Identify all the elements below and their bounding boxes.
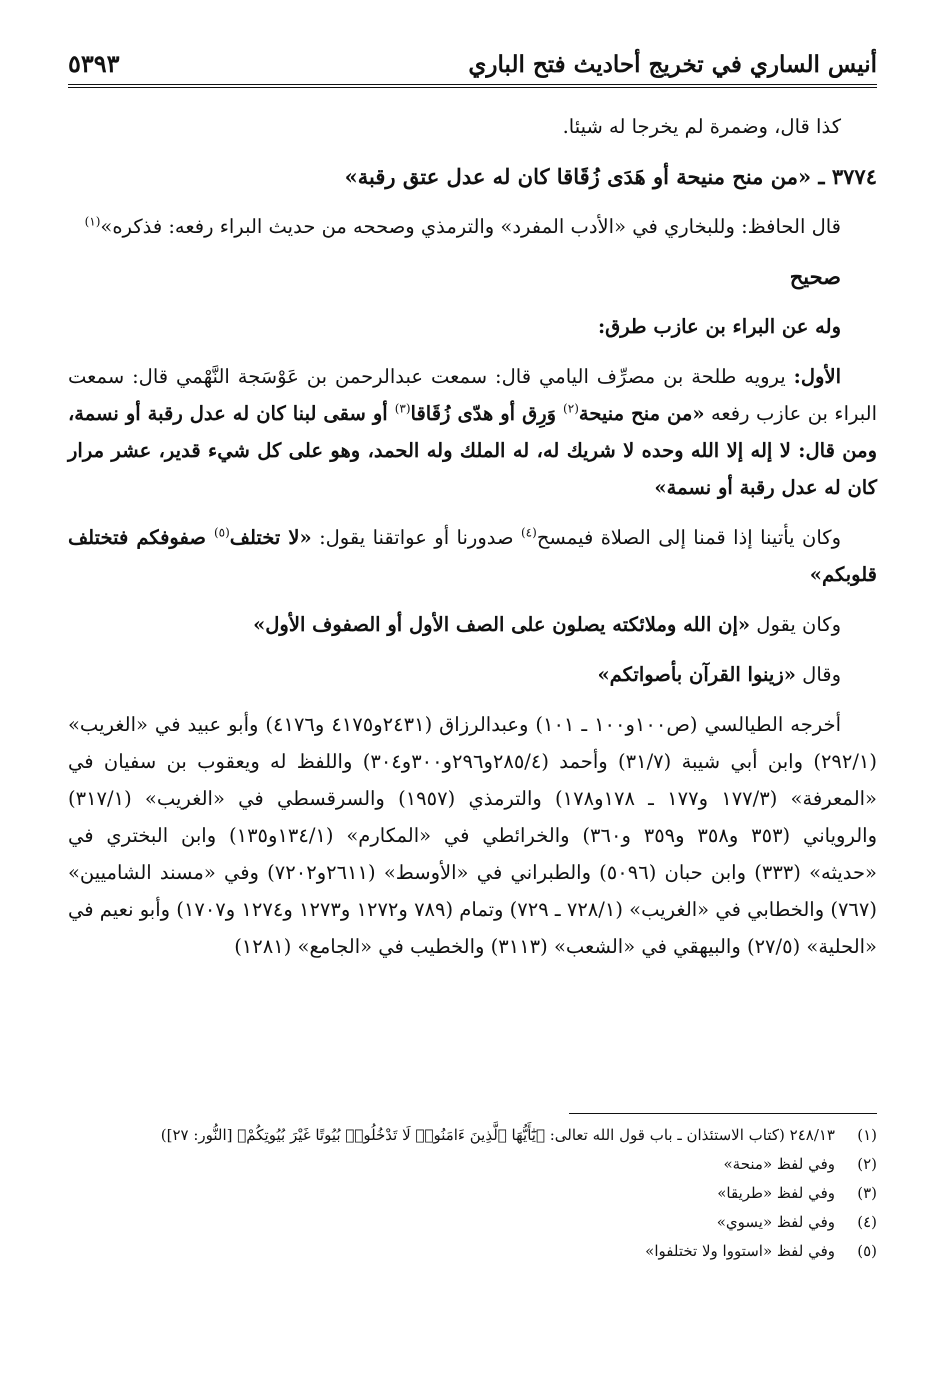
footnote-item <box>68 1122 877 1148</box>
page-number: ٥٣٩٣ <box>68 49 120 78</box>
rows-hadith-b: صفوفكم فتختلف قلوبكم» <box>68 526 877 586</box>
rows-text-b: صدورنا أو عواتقنا يقول: <box>311 526 521 549</box>
paragraph-hafiz <box>68 208 877 245</box>
paragraph-first-path <box>68 358 877 506</box>
running-header <box>68 40 877 88</box>
footnote-text: وفي لفظ «استووا ولا تختلفوا» <box>645 1242 835 1260</box>
footnote-separator <box>569 1113 877 1114</box>
first-text: يرويه طلحة بن مصرِّف اليامي قال: سمعت عبدالرحمن بن عَوْسَجة النَّهْمي قال: سمعت البراء بن عازب رفعه <box>68 365 877 425</box>
footnote-number: (٤) <box>857 1213 877 1231</box>
first-row-text: وكان يقول <box>750 613 841 636</box>
paths-intro: وله عن البراء بن عازب طرق: <box>597 315 841 338</box>
footnote-number: (٥) <box>857 1242 877 1260</box>
footnote-text: وفي لفظ «طريقا» <box>717 1184 835 1202</box>
first-hadith-a: «من منح منيحة <box>578 402 705 425</box>
first-row-hadith: «إن الله وملائكته يصلون على الصف الأول أو الصفوف الأول» <box>253 613 751 636</box>
footnote-number: (٣) <box>857 1184 877 1202</box>
rows-hadith-a: «لا تختلف <box>229 526 312 549</box>
footnotes <box>68 1122 877 1267</box>
footnote-item <box>68 1180 877 1206</box>
footnote-ref-5: (٥) <box>213 525 230 540</box>
footnote-text: وفي لفظ «يسوي» <box>716 1213 835 1231</box>
footnote-item <box>68 1238 877 1264</box>
paragraph-takhrij: أخرجه الطيالسي (ص١٠٠و١٠٠ ـ ١٠١) وعبدالرزاق (٢٤٣١و٤١٧٥ و٤١٧٦) وأبو عبيد في «الغريب» (٢٩٢/١) وابن أبي شيبة (٣١/٧) وأحمد (٢٨٥/٤و٢٩٦و٣٠٠و٣٠٤) واللفظ له ويعقوب بن سفيان في «المعرفة» (١٧٧/٣ و١٧٧ ـ ١٧٨و١٧٨) والترمذي (١٩٥٧) والسرقسطي في «الغريب» (٣١٧/١) والروياني (٣٥٣ و٣٥٨ و٣٥٩ و٣٦٠) والخرائطي في «المكارم» (١٣٤/١و١٣٥) وابن البختري في «حديثه» (٣٣٣) وابن حبان (٥٠٩٦) والطبراني في «الأوسط» (٢٦١١و٧٢٠٢) وفي «مسند الشاميين» (٧٦٧) والخطابي في «الغريب» (٧٢٨/١ ـ ٧٢٩) وتمام (٧٨٩ و١٢٧٢ و١٢٧٣ و١٢٧٤ و١٧٠٧) وأبو نعيم في «الحلية» (٢٧/٥) والبيهقي في «الشعب» (٣١١٣) والخطيب في «الجامع» (١٢٨١) <box>68 713 878 958</box>
footnote-ref-4: (٤) <box>520 525 537 540</box>
ruling-sahih: صحيح <box>789 264 841 289</box>
rows-text-a: وكان يأتينا إذا قمنا إلى الصلاة فيمسح <box>536 526 842 549</box>
book-title: أنيس الساري في تخريج أحاديث فتح الباري <box>468 51 877 78</box>
footnote-item <box>68 1209 877 1235</box>
footnote-ref-3: (٣) <box>394 401 411 416</box>
quran-text: وقال <box>795 663 841 686</box>
paragraph-intro: كذا قال، وضمرة لم يخرجا له شيئا. <box>562 115 841 138</box>
footnote-number: (٢) <box>857 1155 877 1173</box>
quran-hadith: «زينوا القرآن بأصواتكم» <box>597 663 796 686</box>
main-text <box>68 108 877 978</box>
footnote-ref-2: (٢) <box>563 401 579 416</box>
footnote-number: (١) <box>857 1126 877 1144</box>
paragraph-rows <box>68 519 877 593</box>
first-hadith-c: أو سقى لبنا كان له عدل رقبة أو نسمة، ومن قال: لا إله إلا الله وحده لا شريك له، له الملك وله الحمد، وهو على كل شيء قدير، عشر مرار كان له عدل رقبة أو نسمة» <box>68 402 877 499</box>
footnote-text: وفي لفظ «منحة» <box>723 1155 835 1173</box>
footnote-text: ٢٤٨/١٣ (كتاب الاستئذان ـ باب قول الله تعالى: ﴿يَٰٓأَيُّهَا ٱلَّذِينَ ءَامَنُوا۟ لَا تَدْخُلُوا۟ بُيُوتًا غَيْرَ بُيُوتِكُمْ﴾ [النُّور: ٢٧]) <box>160 1126 835 1144</box>
footnote-item <box>68 1151 877 1177</box>
footnote-ref-1: (١) <box>84 214 101 229</box>
paragraph-quran <box>68 656 877 693</box>
hadith-heading: ٣٧٧٤ ـ «من منح منيحة أو هَدَى زُقَاقا كان له عدل عتق رقبة» <box>344 164 877 189</box>
first-label: الأول: <box>793 365 841 388</box>
paragraph-first-row <box>68 606 877 643</box>
hafiz-text: قال الحافظ: وللبخاري في «الأدب المفرد» والترمذي وصححه من حديث البراء رفعه: فذكره» <box>100 215 841 238</box>
first-hadith-b: وَرِق أو هدّى زُقَاقا <box>410 402 564 425</box>
